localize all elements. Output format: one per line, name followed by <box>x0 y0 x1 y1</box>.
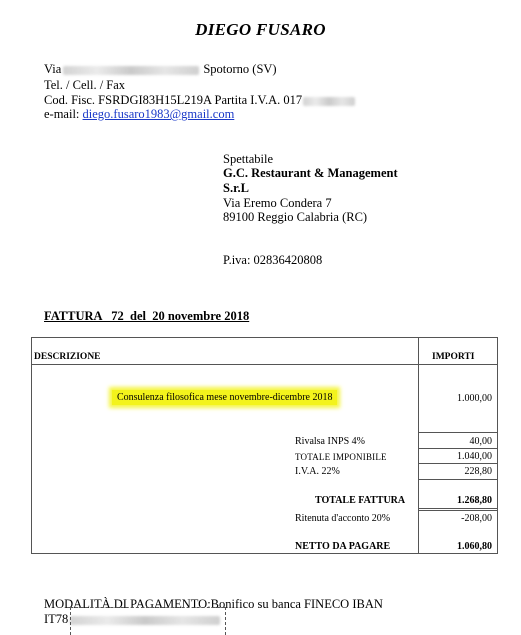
issuer-email <box>44 106 234 122</box>
recipient-company-2: S.r.L <box>223 181 249 195</box>
row-divider <box>419 463 497 464</box>
iva-amount: 228,80 <box>464 466 492 477</box>
row-divider <box>419 432 497 433</box>
total-divider <box>419 508 497 509</box>
issuer-phone: Tel. / Cell. / Fax <box>44 78 126 92</box>
row-divider <box>419 448 497 449</box>
recipient-salutation: Spettabile <box>223 152 273 166</box>
selection-box-left <box>70 607 71 635</box>
netto-label: NETTO DA PAGARE <box>295 541 391 552</box>
address-prefix: Via <box>44 62 62 76</box>
selection-box-top <box>70 607 225 608</box>
issuer-address <box>44 61 277 77</box>
invoice-heading: FATTURA 72 del 20 novembre 2018 <box>44 309 250 323</box>
header-divider <box>32 364 497 365</box>
recipient-city: 89100 Reggio Calabria (RC) <box>223 210 368 224</box>
iva-label: I.V.A. 22% <box>295 466 340 477</box>
email-label: e-mail: <box>44 107 80 121</box>
selection-box-right <box>225 607 226 635</box>
netto-amount: 1.060,80 <box>457 541 492 552</box>
payment-line-1: MODALITÀ DI PAGAMENTO:Bonifico su banca FINECO IBAN <box>44 597 383 611</box>
imponibile-amount: 1.040,00 <box>457 451 492 462</box>
totale-fattura-amount: 1.268,80 <box>457 495 492 506</box>
redacted-street <box>63 66 199 75</box>
redacted-iban <box>70 616 220 625</box>
ritenuta-amount: -208,00 <box>461 513 492 524</box>
column-divider <box>418 338 419 553</box>
imponibile-label: TOTALE IMPONIBILE <box>295 452 387 462</box>
ritenuta-label: Ritenuta d'acconto 20% <box>295 513 391 524</box>
recipient-piva: P.iva: 02836420808 <box>223 253 323 267</box>
email-link[interactable]: diego.fusaro1983@gmail.com <box>82 107 235 121</box>
invoice-table <box>31 337 498 554</box>
rivalsa-amount: 40,00 <box>469 436 492 447</box>
column-header-description: DESCRIZIONE <box>34 352 101 362</box>
address-city: Spotorno (SV) <box>203 62 277 76</box>
item-description-highlighted: Consulenza filosofica mese novembre-dicembre 2018 <box>112 390 337 405</box>
iban-prefix: IT78 <box>44 612 69 626</box>
recipient-street: Via Eremo Condera 7 <box>223 196 332 210</box>
issuer-name: DIEGO FUSARO <box>195 20 326 39</box>
column-header-amounts: IMPORTI <box>432 352 475 362</box>
row-divider <box>419 479 497 480</box>
recipient-company-1: G.C. Restaurant & Management <box>223 166 398 180</box>
rivalsa-label: Rivalsa INPS 4% <box>295 436 365 447</box>
totale-fattura-label: TOTALE FATTURA <box>315 495 406 506</box>
codfisc-text: Cod. Fisc. FSRDGI83H15L219A Partita I.V.A. 017 <box>44 93 303 107</box>
item-amount: 1.000,00 <box>457 393 492 404</box>
total-divider <box>419 510 497 511</box>
redacted-piva <box>303 97 355 106</box>
